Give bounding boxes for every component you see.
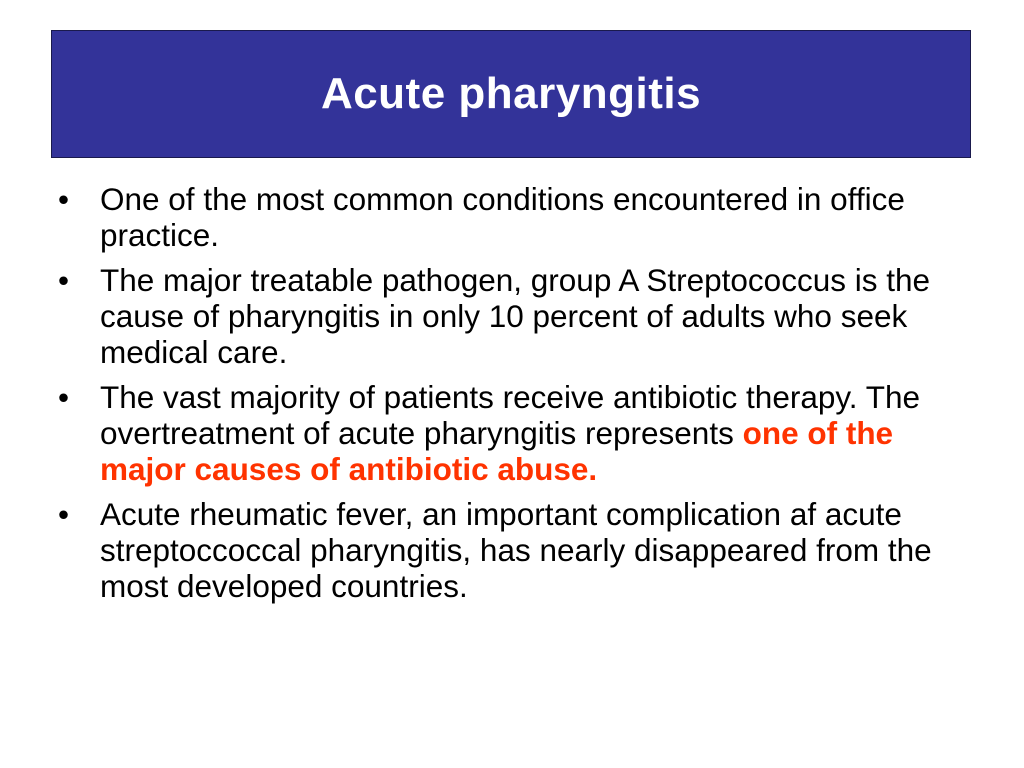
bullet-list	[58, 181, 978, 613]
slide-title: Acute pharyngitis	[320, 69, 702, 118]
bullet-text: The vast majority of patients receive antibiotic therapy. The overtreatment of acute pharyngitis represents	[100, 379, 920, 451]
title-banner	[51, 30, 971, 158]
bullet-text: Acute rheumatic fever, an important complication af acute streptoccoccal pharyngitis, has nearly disappeared from the most developed countries.	[100, 496, 932, 604]
bullet-icon: •	[58, 379, 70, 415]
bullet-text: One of the most common conditions encountered in office practice.	[100, 181, 905, 253]
bullet-highlight-text: one of the major causes of antibiotic abuse.	[100, 415, 894, 487]
bullet-item	[58, 379, 978, 487]
bullet-item	[58, 496, 978, 604]
bullet-icon: •	[58, 496, 70, 532]
bullet-icon: •	[58, 262, 70, 298]
bullet-icon: •	[58, 181, 70, 217]
bullet-item	[58, 262, 978, 370]
bullet-item	[58, 181, 978, 253]
bullet-text: The major treatable pathogen, group A Streptococcus is the cause of pharyngitis in only 10 percent of adults who seek medical care.	[100, 262, 931, 370]
